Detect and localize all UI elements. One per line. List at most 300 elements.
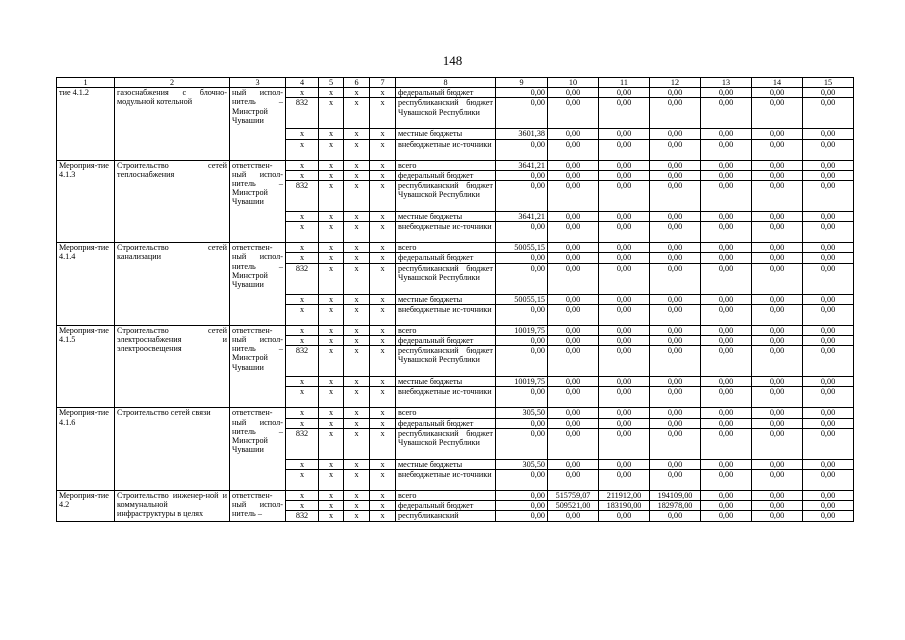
amount-cell: 0,00 xyxy=(803,325,854,335)
code-grbs-cell: x xyxy=(286,160,319,170)
code-cs-cell: x xyxy=(344,243,370,253)
code-rz-cell: x xyxy=(319,170,344,180)
amount-cell: 0,00 xyxy=(752,253,803,263)
amount-cell: 0,00 xyxy=(752,129,803,139)
amount-cell: 0,00 xyxy=(803,222,854,243)
header-cell: 13 xyxy=(701,78,752,88)
amount-cell: 0,00 xyxy=(701,470,752,491)
table-row xyxy=(57,243,854,253)
amount-cell: 0,00 xyxy=(599,418,650,428)
amount-cell: 0,00 xyxy=(650,377,701,387)
funding-source-cell: республиканский бюджет Чувашской Республики xyxy=(396,428,496,459)
amount-cell: 0,00 xyxy=(701,428,752,459)
amount-cell: 0,00 xyxy=(701,377,752,387)
amount-cell: 0,00 xyxy=(752,263,803,294)
table-row xyxy=(57,408,854,418)
amount-cell: 0,00 xyxy=(752,139,803,160)
code-vr-cell: x xyxy=(370,428,396,459)
amount-cell: 0,00 xyxy=(803,304,854,325)
header-cell: 15 xyxy=(803,78,854,88)
amount-cell: 0,00 xyxy=(548,98,599,129)
code-vr-cell: x xyxy=(370,346,396,377)
amount-cell: 0,00 xyxy=(752,511,803,521)
amount-cell: 0,00 xyxy=(548,253,599,263)
measure-code-cell: Мероприя-тие 4.1.6 xyxy=(57,408,115,491)
measure-name-cell: Строительство сетей электроснабжения и электроосвещения xyxy=(115,325,230,408)
amount-cell: 0,00 xyxy=(803,181,854,212)
amount-cell: 0,00 xyxy=(752,377,803,387)
code-cs-cell: x xyxy=(344,387,370,408)
amount-cell: 0,00 xyxy=(701,253,752,263)
code-cs-cell: x xyxy=(344,222,370,243)
amount-cell: 0,00 xyxy=(701,263,752,294)
code-grbs-cell: x xyxy=(286,470,319,491)
amount-cell: 0,00 xyxy=(752,501,803,511)
measure-name-cell: Строительство сетей связи xyxy=(115,408,230,491)
measure-code-cell: тие 4.1.2 xyxy=(57,88,115,160)
amount-cell: 0,00 xyxy=(650,387,701,408)
code-cs-cell: x xyxy=(344,325,370,335)
measure-code-cell: Мероприя-тие 4.1.5 xyxy=(57,325,115,408)
header-cell: 11 xyxy=(599,78,650,88)
amount-cell: 0,00 xyxy=(496,139,548,160)
amount-cell: 0,00 xyxy=(803,377,854,387)
code-grbs-cell: x xyxy=(286,212,319,222)
amount-cell: 0,00 xyxy=(650,408,701,418)
amount-cell: 0,00 xyxy=(548,511,599,521)
header-row xyxy=(57,78,854,88)
funding-source-cell: всего xyxy=(396,325,496,335)
code-cs-cell: x xyxy=(344,428,370,459)
funding-source-cell: федеральный бюджет xyxy=(396,88,496,98)
amount-cell: 0,00 xyxy=(496,222,548,243)
funding-source-cell: местные бюджеты xyxy=(396,129,496,139)
code-rz-cell: x xyxy=(319,491,344,501)
code-grbs-cell: x xyxy=(286,170,319,180)
amount-cell: 0,00 xyxy=(650,160,701,170)
code-rz-cell: x xyxy=(319,212,344,222)
code-cs-cell: x xyxy=(344,263,370,294)
code-rz-cell: x xyxy=(319,243,344,253)
amount-cell: 0,00 xyxy=(548,263,599,294)
code-vr-cell: x xyxy=(370,294,396,304)
amount-cell: 0,00 xyxy=(548,170,599,180)
code-grbs-cell: 832 xyxy=(286,346,319,377)
code-grbs-cell: 832 xyxy=(286,428,319,459)
code-grbs-cell: x xyxy=(286,325,319,335)
code-cs-cell: x xyxy=(344,304,370,325)
amount-cell: 0,00 xyxy=(548,325,599,335)
amount-cell: 0,00 xyxy=(701,139,752,160)
amount-cell: 0,00 xyxy=(650,346,701,377)
code-cs-cell: x xyxy=(344,511,370,521)
amount-cell: 0,00 xyxy=(701,129,752,139)
amount-cell: 0,00 xyxy=(752,408,803,418)
amount-cell: 305,50 xyxy=(496,459,548,469)
amount-cell: 182978,00 xyxy=(650,501,701,511)
executor-cell: ответствен-ный испол-нитель – Минстрой Чувашии xyxy=(230,243,286,326)
amount-cell: 0,00 xyxy=(803,511,854,521)
code-cs-cell: x xyxy=(344,408,370,418)
code-rz-cell: x xyxy=(319,346,344,377)
code-cs-cell: x xyxy=(344,160,370,170)
table-row xyxy=(57,325,854,335)
amount-cell: 305,50 xyxy=(496,408,548,418)
amount-cell: 0,00 xyxy=(548,470,599,491)
amount-cell: 0,00 xyxy=(496,336,548,346)
code-grbs-cell: x xyxy=(286,336,319,346)
table-row xyxy=(57,88,854,98)
amount-cell: 0,00 xyxy=(599,170,650,180)
amount-cell: 0,00 xyxy=(752,88,803,98)
code-vr-cell: x xyxy=(370,88,396,98)
amount-cell: 0,00 xyxy=(701,170,752,180)
funding-source-cell: внебюджетные ис-точники xyxy=(396,139,496,160)
amount-cell: 0,00 xyxy=(496,470,548,491)
amount-cell: 0,00 xyxy=(701,98,752,129)
funding-source-cell: федеральный бюджет xyxy=(396,418,496,428)
amount-cell: 0,00 xyxy=(548,377,599,387)
amount-cell: 0,00 xyxy=(752,98,803,129)
code-cs-cell: x xyxy=(344,418,370,428)
amount-cell: 0,00 xyxy=(701,387,752,408)
amount-cell: 0,00 xyxy=(548,243,599,253)
code-grbs-cell: x xyxy=(286,418,319,428)
amount-cell: 0,00 xyxy=(803,139,854,160)
amount-cell: 0,00 xyxy=(701,418,752,428)
amount-cell: 0,00 xyxy=(599,212,650,222)
amount-cell: 0,00 xyxy=(650,212,701,222)
amount-cell: 0,00 xyxy=(548,160,599,170)
funding-source-cell: внебюджетные ис-точники xyxy=(396,470,496,491)
amount-cell: 0,00 xyxy=(752,181,803,212)
code-vr-cell: x xyxy=(370,170,396,180)
amount-cell: 0,00 xyxy=(803,160,854,170)
amount-cell: 0,00 xyxy=(650,170,701,180)
header-cell: 8 xyxy=(396,78,496,88)
amount-cell: 0,00 xyxy=(803,501,854,511)
code-cs-cell: x xyxy=(344,129,370,139)
code-vr-cell: x xyxy=(370,325,396,335)
code-cs-cell: x xyxy=(344,459,370,469)
amount-cell: 0,00 xyxy=(701,346,752,377)
code-cs-cell: x xyxy=(344,336,370,346)
amount-cell: 0,00 xyxy=(752,470,803,491)
amount-cell: 0,00 xyxy=(701,212,752,222)
code-grbs-cell: x xyxy=(286,253,319,263)
code-vr-cell: x xyxy=(370,304,396,325)
code-vr-cell: x xyxy=(370,263,396,294)
amount-cell: 0,00 xyxy=(752,346,803,377)
amount-cell: 0,00 xyxy=(496,263,548,294)
amount-cell: 0,00 xyxy=(650,139,701,160)
code-rz-cell: x xyxy=(319,129,344,139)
header-cell: 4 xyxy=(286,78,319,88)
code-rz-cell: x xyxy=(319,253,344,263)
amount-cell: 0,00 xyxy=(599,263,650,294)
amount-cell: 0,00 xyxy=(496,253,548,263)
code-rz-cell: x xyxy=(319,304,344,325)
code-cs-cell: x xyxy=(344,294,370,304)
amount-cell: 0,00 xyxy=(548,418,599,428)
amount-cell: 0,00 xyxy=(701,459,752,469)
amount-cell: 0,00 xyxy=(752,491,803,501)
amount-cell: 0,00 xyxy=(803,408,854,418)
amount-cell: 0,00 xyxy=(496,346,548,377)
code-grbs-cell: x xyxy=(286,139,319,160)
code-rz-cell: x xyxy=(319,222,344,243)
executor-cell: ный испол-нитель – Минстрой Чувашии xyxy=(230,88,286,160)
amount-cell: 0,00 xyxy=(803,491,854,501)
table-row xyxy=(57,160,854,170)
amount-cell: 0,00 xyxy=(599,428,650,459)
code-rz-cell: x xyxy=(319,88,344,98)
measure-name-cell: газоснабжения с блочно-модульной котельной xyxy=(115,88,230,160)
amount-cell: 50055,15 xyxy=(496,294,548,304)
header-cell: 6 xyxy=(344,78,370,88)
amount-cell: 0,00 xyxy=(599,470,650,491)
code-vr-cell: x xyxy=(370,212,396,222)
amount-cell: 0,00 xyxy=(752,387,803,408)
amount-cell: 0,00 xyxy=(599,160,650,170)
funding-source-cell: федеральный бюджет xyxy=(396,170,496,180)
code-vr-cell: x xyxy=(370,387,396,408)
amount-cell: 0,00 xyxy=(701,243,752,253)
amount-cell: 0,00 xyxy=(496,491,548,501)
amount-cell: 10019,75 xyxy=(496,325,548,335)
amount-cell: 0,00 xyxy=(650,181,701,212)
code-grbs-cell: x xyxy=(286,243,319,253)
code-grbs-cell: x xyxy=(286,88,319,98)
amount-cell: 0,00 xyxy=(701,222,752,243)
amount-cell: 0,00 xyxy=(548,222,599,243)
amount-cell: 0,00 xyxy=(803,336,854,346)
amount-cell: 0,00 xyxy=(599,346,650,377)
amount-cell: 0,00 xyxy=(803,88,854,98)
table-row xyxy=(57,491,854,501)
amount-cell: 0,00 xyxy=(548,304,599,325)
amount-cell: 0,00 xyxy=(650,428,701,459)
code-vr-cell: x xyxy=(370,222,396,243)
page-number: 148 xyxy=(442,53,463,68)
code-cs-cell: x xyxy=(344,491,370,501)
code-grbs-cell: x xyxy=(286,222,319,243)
amount-cell: 211912,00 xyxy=(599,491,650,501)
funding-source-cell: федеральный бюджет xyxy=(396,253,496,263)
amount-cell: 0,00 xyxy=(752,325,803,335)
amount-cell: 0,00 xyxy=(803,387,854,408)
code-vr-cell: x xyxy=(370,129,396,139)
header-cell: 1 xyxy=(57,78,115,88)
code-vr-cell: x xyxy=(370,511,396,521)
executor-cell: ответствен-ный испол-нитель – Минстрой Чувашии xyxy=(230,160,286,243)
amount-cell: 0,00 xyxy=(548,212,599,222)
amount-cell: 0,00 xyxy=(548,387,599,408)
amount-cell: 3641,21 xyxy=(496,212,548,222)
code-rz-cell: x xyxy=(319,181,344,212)
header-cell: 3 xyxy=(230,78,286,88)
amount-cell: 0,00 xyxy=(599,459,650,469)
amount-cell: 0,00 xyxy=(701,336,752,346)
amount-cell: 0,00 xyxy=(650,459,701,469)
header-cell: 2 xyxy=(115,78,230,88)
funding-source-cell: всего xyxy=(396,243,496,253)
code-cs-cell: x xyxy=(344,253,370,263)
amount-cell: 0,00 xyxy=(803,253,854,263)
code-rz-cell: x xyxy=(319,511,344,521)
code-vr-cell: x xyxy=(370,160,396,170)
amount-cell: 0,00 xyxy=(752,418,803,428)
amount-cell: 0,00 xyxy=(496,170,548,180)
amount-cell: 0,00 xyxy=(599,98,650,129)
amount-cell: 0,00 xyxy=(548,428,599,459)
amount-cell: 0,00 xyxy=(752,294,803,304)
code-rz-cell: x xyxy=(319,387,344,408)
amount-cell: 0,00 xyxy=(548,181,599,212)
amount-cell: 0,00 xyxy=(548,294,599,304)
code-vr-cell: x xyxy=(370,253,396,263)
code-vr-cell: x xyxy=(370,459,396,469)
header-cell: 7 xyxy=(370,78,396,88)
amount-cell: 0,00 xyxy=(599,88,650,98)
amount-cell: 0,00 xyxy=(803,212,854,222)
code-rz-cell: x xyxy=(319,470,344,491)
code-vr-cell: x xyxy=(370,336,396,346)
funding-source-cell: федеральный бюджет xyxy=(396,336,496,346)
code-rz-cell: x xyxy=(319,160,344,170)
funding-source-cell: республиканский xyxy=(396,511,496,521)
header-cell: 5 xyxy=(319,78,344,88)
table-body xyxy=(57,78,854,522)
code-grbs-cell: x xyxy=(286,491,319,501)
amount-cell: 0,00 xyxy=(803,129,854,139)
funding-source-cell: всего xyxy=(396,408,496,418)
code-cs-cell: x xyxy=(344,98,370,129)
code-rz-cell: x xyxy=(319,377,344,387)
code-rz-cell: x xyxy=(319,459,344,469)
amount-cell: 0,00 xyxy=(496,387,548,408)
amount-cell: 0,00 xyxy=(599,377,650,387)
code-vr-cell: x xyxy=(370,243,396,253)
funding-source-cell: местные бюджеты xyxy=(396,212,496,222)
code-grbs-cell: x xyxy=(286,294,319,304)
amount-cell: 0,00 xyxy=(496,181,548,212)
code-cs-cell: x xyxy=(344,170,370,180)
amount-cell: 509521,00 xyxy=(548,501,599,511)
code-cs-cell: x xyxy=(344,377,370,387)
code-rz-cell: x xyxy=(319,98,344,129)
amount-cell: 194109,00 xyxy=(650,491,701,501)
amount-cell: 0,00 xyxy=(803,170,854,180)
amount-cell: 0,00 xyxy=(496,511,548,521)
code-cs-cell: x xyxy=(344,88,370,98)
amount-cell: 0,00 xyxy=(599,511,650,521)
amount-cell: 0,00 xyxy=(599,304,650,325)
amount-cell: 0,00 xyxy=(752,336,803,346)
amount-cell: 0,00 xyxy=(496,501,548,511)
amount-cell: 0,00 xyxy=(599,129,650,139)
funding-source-cell: внебюджетные ис-точники xyxy=(396,222,496,243)
funding-source-cell: местные бюджеты xyxy=(396,377,496,387)
amount-cell: 0,00 xyxy=(752,304,803,325)
amount-cell: 0,00 xyxy=(496,88,548,98)
amount-cell: 0,00 xyxy=(803,459,854,469)
amount-cell: 0,00 xyxy=(752,243,803,253)
measure-code-cell: Мероприя-тие 4.1.4 xyxy=(57,243,115,326)
amount-cell: 50055,15 xyxy=(496,243,548,253)
amount-cell: 0,00 xyxy=(548,336,599,346)
amount-cell: 10019,75 xyxy=(496,377,548,387)
amount-cell: 0,00 xyxy=(548,459,599,469)
measure-name-cell: Строительство сетей канализации xyxy=(115,243,230,326)
amount-cell: 0,00 xyxy=(548,88,599,98)
amount-cell: 0,00 xyxy=(650,336,701,346)
amount-cell: 0,00 xyxy=(548,139,599,160)
amount-cell: 0,00 xyxy=(803,418,854,428)
amount-cell: 0,00 xyxy=(599,387,650,408)
code-vr-cell: x xyxy=(370,418,396,428)
code-grbs-cell: 832 xyxy=(286,511,319,521)
code-cs-cell: x xyxy=(344,212,370,222)
amount-cell: 0,00 xyxy=(599,408,650,418)
code-rz-cell: x xyxy=(319,428,344,459)
funding-source-cell: всего xyxy=(396,160,496,170)
code-rz-cell: x xyxy=(319,263,344,294)
amount-cell: 0,00 xyxy=(701,511,752,521)
amount-cell: 0,00 xyxy=(599,325,650,335)
measure-code-cell: Мероприя-тие 4.1.3 xyxy=(57,160,115,243)
code-grbs-cell: 832 xyxy=(286,263,319,294)
amount-cell: 0,00 xyxy=(650,470,701,491)
amount-cell: 0,00 xyxy=(701,160,752,170)
funding-source-cell: всего xyxy=(396,491,496,501)
amount-cell: 0,00 xyxy=(650,263,701,294)
amount-cell: 0,00 xyxy=(752,222,803,243)
funding-source-cell: местные бюджеты xyxy=(396,294,496,304)
amount-cell: 0,00 xyxy=(701,304,752,325)
amount-cell: 0,00 xyxy=(803,263,854,294)
code-grbs-cell: 832 xyxy=(286,181,319,212)
header-cell: 14 xyxy=(752,78,803,88)
amount-cell: 0,00 xyxy=(650,98,701,129)
amount-cell: 0,00 xyxy=(701,88,752,98)
code-rz-cell: x xyxy=(319,408,344,418)
amount-cell: 0,00 xyxy=(650,511,701,521)
amount-cell: 183190,00 xyxy=(599,501,650,511)
header-cell: 12 xyxy=(650,78,701,88)
amount-cell: 0,00 xyxy=(650,222,701,243)
amount-cell: 0,00 xyxy=(701,294,752,304)
amount-cell: 515759,07 xyxy=(548,491,599,501)
amount-cell: 0,00 xyxy=(650,88,701,98)
amount-cell: 0,00 xyxy=(548,346,599,377)
code-grbs-cell: x xyxy=(286,377,319,387)
code-vr-cell: x xyxy=(370,491,396,501)
amount-cell: 0,00 xyxy=(752,170,803,180)
amount-cell: 0,00 xyxy=(701,325,752,335)
funding-source-cell: местные бюджеты xyxy=(396,459,496,469)
funding-source-cell: республиканский бюджет Чувашской Республики xyxy=(396,181,496,212)
amount-cell: 0,00 xyxy=(752,459,803,469)
amount-cell: 0,00 xyxy=(701,491,752,501)
code-rz-cell: x xyxy=(319,501,344,511)
executor-cell: ответствен-ный испол-нитель – Минстрой Чувашии xyxy=(230,408,286,491)
code-vr-cell: x xyxy=(370,470,396,491)
amount-cell: 0,00 xyxy=(650,325,701,335)
code-vr-cell: x xyxy=(370,98,396,129)
code-grbs-cell: 832 xyxy=(286,98,319,129)
amount-cell: 0,00 xyxy=(496,98,548,129)
